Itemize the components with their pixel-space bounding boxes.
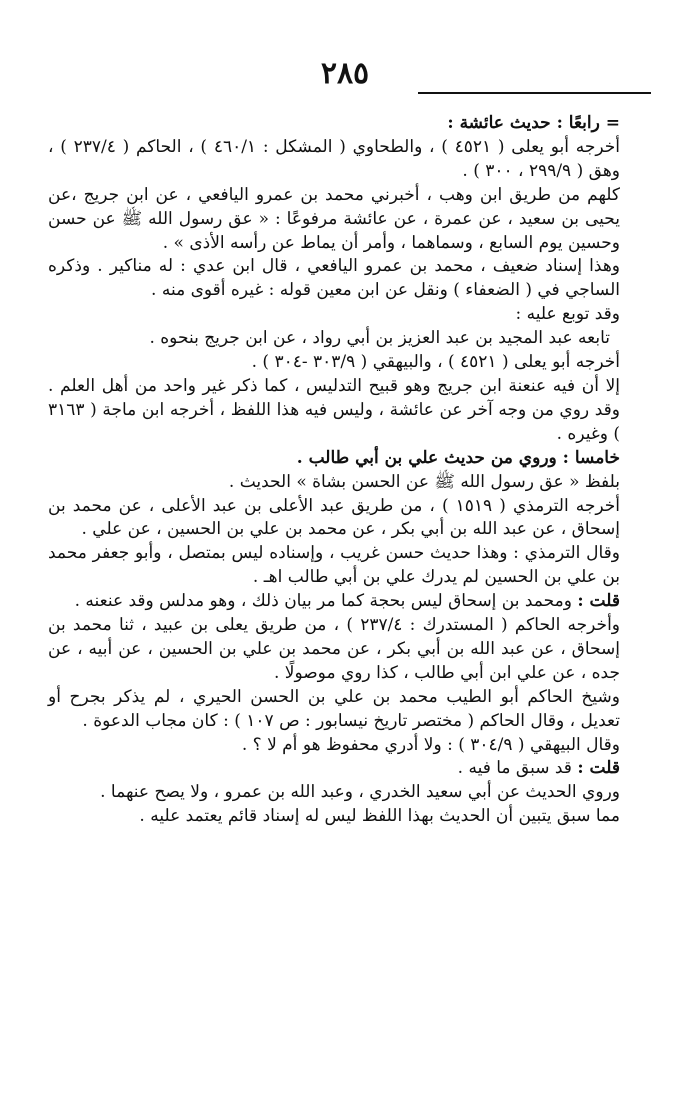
paragraph: مما سبق يتبين أن الحديث بهذا اللفظ ليس له إسناد قائم يعتمد عليه . (139, 806, 620, 827)
paragraph: أخرجه الترمذي ( ١٥١٩ ) ، من طريق عبد الأعلى بن عبد الأعلى ، عن محمد بن إسحاق ، عن عبد الله بن أبي بكر ، عن محمد بن علي بن الحسين ، عن علي . (48, 495, 620, 540)
lead-word: قلت : (577, 591, 620, 612)
paragraph: كلهم من طريق ابن وهب ، أخبرني محمد بن عمرو اليافعي ، عن ابن جريج ،عن يحيى بن سعيد ، عن عمرة ، عن عائشة مرفوعًا : « عق رسول الله ﷺ عن حسن وحسين يوم السابع ، وسماهما ، وأمر أن يماط عن رأسه الأذى » . (48, 184, 620, 253)
page-number: ٢٨٥ (320, 56, 370, 91)
page-body (48, 112, 620, 829)
header-rule (418, 92, 651, 94)
paragraph: وقد توبع عليه : (515, 304, 620, 325)
paragraph: أخرجه أبو يعلى ( ٤٥٢١ ) ، والبيهقي ( ٣٠٣/٩ -٣٠٤ ) . (251, 352, 620, 373)
paragraph: إلا أن فيه عنعنة ابن جريج وهو قبيح التدليس ، كما ذكر غير واحد من أهل العلم . وقد روي من وجه آخر عن عائشة ، وليس فيه هذا اللفظ ، أخرجه ابن ماجة ( ٣١٦٣ ) وغيره . (48, 375, 620, 444)
lead-word: قلت : (577, 758, 620, 779)
section-heading-ali: خامسا : وروي من حديث علي بن أبي طالب . (296, 447, 620, 468)
paragraph-text: ومحمد بن إسحاق ليس بحجة كما مر بيان ذلك ، وهو مدلس وقد عنعنه . (74, 591, 578, 612)
paragraph: بلفظ « عق رسول الله ﷺ عن الحسن بشاة » الحديث . (228, 471, 620, 492)
paragraph: وهذا إسناد ضعيف ، محمد بن عمرو اليافعي ، قال ابن عدي : له مناكير . وذكره الساجي في ( الضعفاء ) ونقل عن ابن معين قوله : غيره أقوى منه . (48, 256, 620, 301)
section-heading-aisha: = رابعًا : حديث عائشة : (447, 113, 620, 133)
paragraph: أخرجه أبو يعلى ( ٤٥٢١ ) ، والطحاوي ( المشكل : ٤٦٠/١ ) ، الحاكم ( ٢٣٧/٤ ) ، وهق ( ٢٩٩/٩ ، ٣٠٠ ) . (48, 136, 620, 181)
paragraph: وروي الحديث عن أبي سعيد الخدري ، وعبد الله بن عمرو ، ولا يصح عنهما . (100, 782, 620, 803)
paragraph-text: قد سبق ما فيه . (457, 758, 578, 779)
paragraph: وقال البيهقي ( ٣٠٤/٩ ) : ولا أدري محفوظ هو أم لا ؟ . (241, 734, 620, 755)
paragraph (48, 757, 620, 781)
paragraph: وأخرجه الحاكم ( المستدرك : ٢٣٧/٤ ) ، من طريق يعلى بن عبيد ، ثنا محمد بن إسحاق ، عن عبد الله بن أبي بكر ، عن محمد بن علي بن الحسين ، عن أبيه ، عن جده ، عن علي ابن أبي طالب ، كذا روي موصولًا . (48, 615, 620, 683)
paragraph (48, 590, 620, 614)
paragraph: وشيخ الحاكم أبو الطيب محمد بن علي بن الحسن الحيري ، لم يذكر بجرح أو تعديل ، وقال الحاكم ( مختصر تاريخ نيسابور : ص ١٠٧ ) : كان مجاب الدعوة . (48, 686, 620, 731)
paragraph: وقال الترمذي : وهذا حديث حسن غريب ، وإسناده ليس بمتصل ، وأبو جعفر محمد بن علي بن الحسين لم يدرك علي بن أبي طالب اهـ . (48, 543, 620, 588)
paragraph: تابعه عبد المجيد بن عبد العزيز بن أبي رواد ، عن ابن جريج بنحوه . (149, 328, 610, 349)
